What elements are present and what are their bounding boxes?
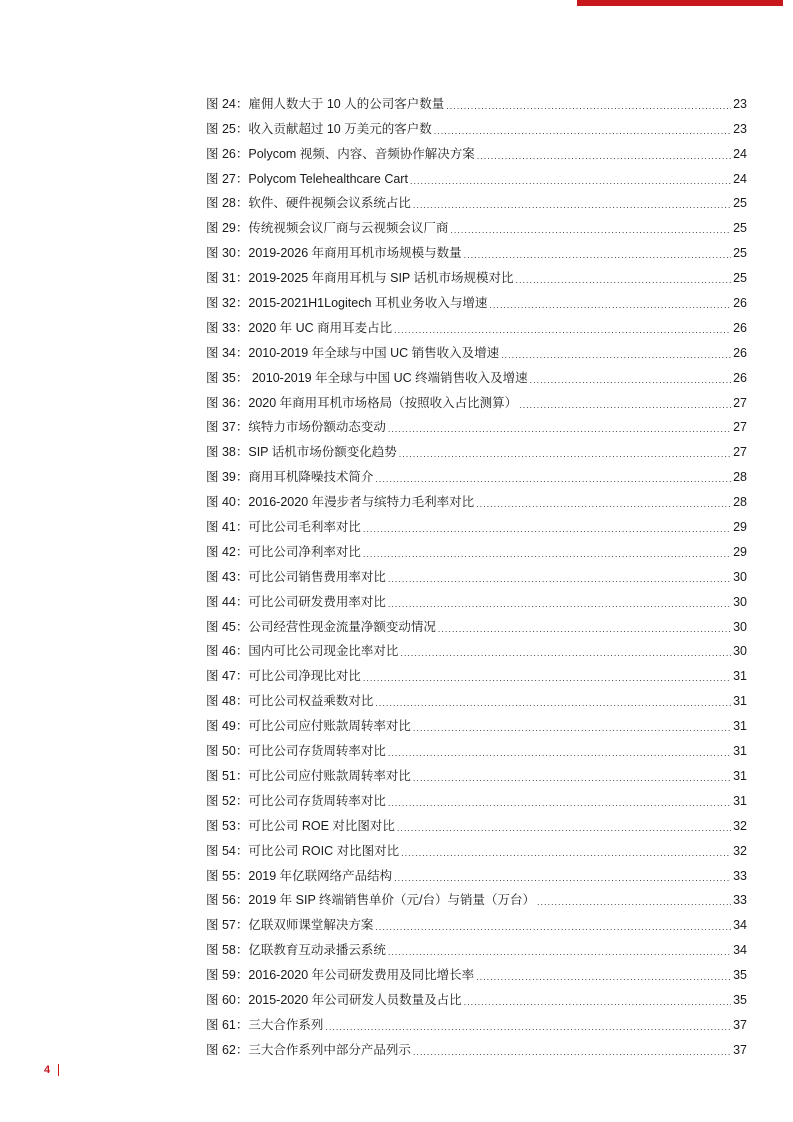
toc-entry-label: 图 52：可比公司存货周转率对比 (206, 793, 386, 808)
table-of-figures (206, 86, 747, 1057)
toc-entry[interactable] (206, 534, 747, 559)
toc-leader-dots (388, 748, 731, 758)
toc-entry-label: 图 56：2019 年 SIP 终端销售单价（元/台）与销量（万台） (206, 893, 535, 908)
toc-entry-page: 27 (733, 395, 747, 410)
toc-entry[interactable] (206, 584, 747, 609)
toc-entry-label: 图 58：亿联教育互动录播云系统 (206, 943, 386, 958)
toc-entry-page: 33 (733, 868, 747, 883)
toc-entry-label: 图 55：2019 年亿联网络产品结构 (206, 868, 393, 883)
toc-leader-dots (388, 947, 731, 957)
top-accent-bar (577, 0, 783, 6)
toc-entry[interactable] (206, 459, 747, 484)
toc-entry-page: 34 (733, 943, 747, 958)
toc-leader-dots (325, 1022, 731, 1032)
toc-entry[interactable] (206, 136, 747, 161)
toc-leader-dots (388, 424, 731, 434)
toc-entry[interactable] (206, 609, 747, 634)
toc-entry-label: 图 24：雇佣人数大于 10 人的公司客户数量 (206, 96, 445, 111)
toc-entry-page: 25 (733, 271, 747, 286)
toc-entry-page: 31 (733, 768, 747, 783)
toc-entry-page: 26 (733, 370, 747, 385)
toc-entry[interactable] (206, 509, 747, 534)
toc-entry-label: 图 29：传统视频会议厂商与云视频会议厂商 (206, 221, 449, 236)
toc-entry[interactable] (206, 360, 747, 385)
toc-entry-page: 24 (733, 146, 747, 161)
toc-entry-label: 图 35： 2010-2019 年全球与中国 UC 终端销售收入及增速 (206, 370, 528, 385)
toc-entry[interactable] (206, 335, 747, 360)
toc-entry-label: 图 26：Polycom 视频、内容、音频协作解决方案 (206, 146, 475, 161)
toc-entry[interactable] (206, 658, 747, 683)
toc-leader-dots (516, 275, 732, 285)
toc-leader-dots (464, 250, 731, 260)
toc-entry-label: 图 43：可比公司销售费用率对比 (206, 569, 386, 584)
toc-leader-dots (476, 499, 731, 509)
toc-entry-page: 30 (733, 569, 747, 584)
toc-entry-label: 图 46：国内可比公司现金比率对比 (206, 644, 399, 659)
toc-leader-dots (375, 922, 731, 932)
toc-entry[interactable] (206, 982, 747, 1007)
toc-entry-page: 23 (733, 121, 747, 136)
toc-entry-page: 28 (733, 470, 747, 485)
toc-entry-page: 32 (733, 818, 747, 833)
toc-leader-dots (413, 1047, 731, 1057)
toc-leader-dots (530, 375, 731, 385)
toc-entry[interactable] (206, 385, 747, 410)
toc-entry[interactable] (206, 310, 747, 335)
toc-entry-label: 图 33：2020 年 UC 商用耳麦占比 (206, 320, 393, 335)
toc-entry-label: 图 48：可比公司权益乘数对比 (206, 694, 374, 709)
toc-entry-label: 图 39：商用耳机降噪技术简介 (206, 470, 374, 485)
toc-entry-page: 31 (733, 719, 747, 734)
toc-entry-page: 37 (733, 1042, 747, 1057)
toc-entry-label: 图 27：Polycom Telehealthcare Cart (206, 171, 408, 186)
toc-leader-dots (399, 449, 731, 459)
toc-entry-page: 27 (733, 420, 747, 435)
toc-entry-label: 图 40：2016-2020 年漫步者与缤特力毛利率对比 (206, 495, 475, 510)
toc-entry-label: 图 37：缤特力市场份额动态变动 (206, 420, 386, 435)
page-footer (44, 1064, 59, 1076)
toc-entry[interactable] (206, 683, 747, 708)
toc-entry-page: 31 (733, 669, 747, 684)
toc-entry-page: 30 (733, 644, 747, 659)
toc-leader-dots (397, 823, 731, 833)
toc-entry[interactable] (206, 111, 747, 136)
toc-entry[interactable] (206, 484, 747, 509)
toc-entry-label: 图 25：收入贡献超过 10 万美元的客户数 (206, 121, 432, 136)
toc-entry[interactable] (206, 858, 747, 883)
toc-leader-dots (401, 848, 731, 858)
footer-separator (58, 1064, 59, 1076)
toc-entry[interactable] (206, 86, 747, 111)
toc-entry-page: 30 (733, 619, 747, 634)
toc-leader-dots (434, 126, 731, 136)
toc-entry[interactable] (206, 410, 747, 435)
toc-entry-label: 图 31：2019-2025 年商用耳机与 SIP 话机市场规模对比 (206, 271, 514, 286)
toc-entry[interactable] (206, 957, 747, 982)
toc-leader-dots (450, 225, 731, 235)
toc-entry-label: 图 60：2015-2020 年公司研发人员数量及占比 (206, 992, 462, 1007)
toc-entry[interactable] (206, 559, 747, 584)
toc-entry-page: 25 (733, 221, 747, 236)
toc-entry-page: 24 (733, 171, 747, 186)
toc-entry-label: 图 41：可比公司毛利率对比 (206, 520, 361, 535)
toc-entry-label: 图 49：可比公司应付账款周转率对比 (206, 719, 411, 734)
toc-entry[interactable] (206, 434, 747, 459)
toc-leader-dots (400, 648, 731, 658)
toc-entry-page: 29 (733, 544, 747, 559)
toc-entry-label: 图 42：可比公司净利率对比 (206, 544, 361, 559)
toc-entry[interactable] (206, 210, 747, 235)
toc-leader-dots (489, 300, 731, 310)
toc-entry[interactable] (206, 932, 747, 957)
toc-entry[interactable] (206, 186, 747, 211)
toc-entry-label: 图 34：2010-2019 年全球与中国 UC 销售收入及增速 (206, 345, 500, 360)
toc-entry-label: 图 51：可比公司应付账款周转率对比 (206, 768, 411, 783)
toc-entry[interactable] (206, 883, 747, 908)
toc-entry-label: 图 62：三大合作系列中部分产品列示 (206, 1042, 411, 1057)
toc-entry-label: 图 30：2019-2026 年商用耳机市场规模与数量 (206, 246, 462, 261)
toc-entry-page: 28 (733, 495, 747, 510)
toc-entry-label: 图 59：2016-2020 年公司研发费用及同比增长率 (206, 968, 475, 983)
toc-leader-dots (388, 798, 731, 808)
toc-entry-label: 图 50：可比公司存货周转率对比 (206, 744, 386, 759)
toc-entry-page: 26 (733, 345, 747, 360)
toc-entry[interactable] (206, 733, 747, 758)
toc-entry-page: 30 (733, 594, 747, 609)
toc-leader-dots (394, 873, 731, 883)
toc-leader-dots (477, 151, 731, 161)
toc-entry[interactable] (206, 260, 747, 285)
toc-entry[interactable] (206, 161, 747, 186)
toc-leader-dots (413, 723, 731, 733)
toc-leader-dots (476, 972, 731, 982)
toc-entry-page: 32 (733, 843, 747, 858)
toc-entry[interactable] (206, 1032, 747, 1057)
toc-entry[interactable] (206, 808, 747, 833)
toc-entry-label: 图 57：亿联双师课堂解决方案 (206, 918, 374, 933)
toc-entry-page: 25 (733, 196, 747, 211)
toc-entry-page: 34 (733, 918, 747, 933)
toc-entry-page: 27 (733, 445, 747, 460)
toc-leader-dots (537, 897, 731, 907)
toc-entry-label: 图 36：2020 年商用耳机市场格局（按照收入占比测算） (206, 395, 518, 410)
toc-leader-dots (413, 773, 731, 783)
toc-entry-label: 图 38：SIP 话机市场份额变化趋势 (206, 445, 397, 460)
toc-entry[interactable] (206, 758, 747, 783)
toc-leader-dots (394, 325, 731, 335)
toc-entry[interactable] (206, 783, 747, 808)
toc-entry-label: 图 28：软件、硬件视频会议系统占比 (206, 196, 411, 211)
page-number: 4 (44, 1064, 51, 1076)
toc-entry-label: 图 53：可比公司 ROE 对比图对比 (206, 818, 395, 833)
toc-entry[interactable] (206, 708, 747, 733)
toc-entry[interactable] (206, 634, 747, 659)
toc-entry-page: 33 (733, 893, 747, 908)
toc-entry-page: 35 (733, 992, 747, 1007)
toc-entry-page: 31 (733, 744, 747, 759)
toc-entry[interactable] (206, 235, 747, 260)
toc-leader-dots (363, 549, 731, 559)
toc-entry-label: 图 47：可比公司净现比对比 (206, 669, 361, 684)
toc-leader-dots (388, 574, 731, 584)
toc-entry[interactable] (206, 833, 747, 858)
toc-leader-dots (446, 101, 731, 111)
toc-leader-dots (519, 400, 731, 410)
toc-entry-page: 31 (733, 793, 747, 808)
toc-leader-dots (363, 524, 731, 534)
toc-entry[interactable] (206, 285, 747, 310)
toc-entry-page: 25 (733, 246, 747, 261)
toc-entry-label: 图 54：可比公司 ROIC 对比图对比 (206, 843, 400, 858)
toc-entry[interactable] (206, 1007, 747, 1032)
toc-entry-label: 图 44：可比公司研发费用率对比 (206, 594, 386, 609)
toc-entry-page: 35 (733, 968, 747, 983)
toc-entry-label: 图 32：2015-2021H1Logitech 耳机业务收入与增速 (206, 296, 488, 311)
toc-entry[interactable] (206, 907, 747, 932)
toc-leader-dots (413, 200, 731, 210)
toc-entry-page: 26 (733, 296, 747, 311)
toc-entry-page: 37 (733, 1017, 747, 1032)
toc-leader-dots (464, 997, 731, 1007)
toc-leader-dots (438, 624, 731, 634)
toc-entry-page: 31 (733, 694, 747, 709)
toc-leader-dots (410, 176, 731, 186)
toc-entry-page: 26 (733, 320, 747, 335)
toc-leader-dots (501, 350, 731, 360)
toc-leader-dots (363, 673, 731, 683)
toc-entry-page: 23 (733, 96, 747, 111)
toc-leader-dots (375, 474, 731, 484)
toc-entry-label: 图 61：三大合作系列 (206, 1017, 324, 1032)
toc-leader-dots (375, 698, 731, 708)
toc-entry-page: 29 (733, 520, 747, 535)
toc-leader-dots (388, 599, 731, 609)
toc-entry-label: 图 45：公司经营性现金流量净额变动情况 (206, 619, 436, 634)
